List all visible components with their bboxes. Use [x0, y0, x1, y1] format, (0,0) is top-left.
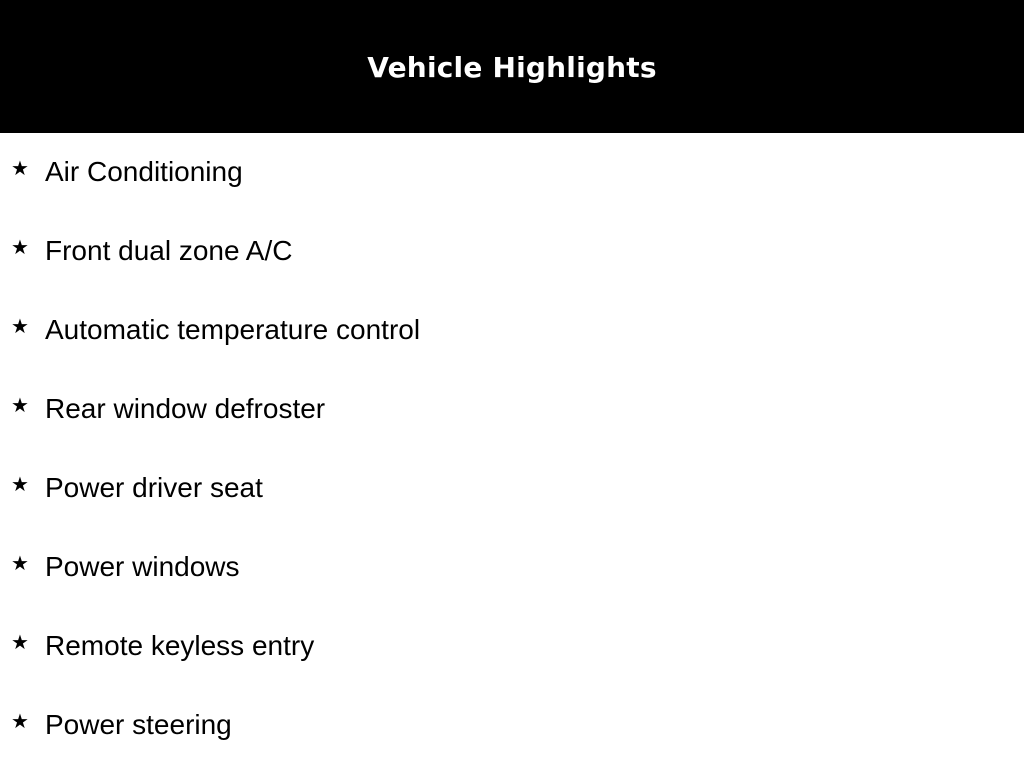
- star-icon: ★: [11, 156, 29, 180]
- star-icon: ★: [11, 551, 29, 575]
- list-item-label: Automatic temperature control: [45, 314, 421, 345]
- highlights-list: [0, 133, 1024, 765]
- list-item-label: Air Conditioning: [45, 156, 243, 187]
- star-icon: ★: [11, 630, 29, 654]
- list-item-label: Rear window defroster: [45, 393, 326, 424]
- list-item: [0, 370, 1024, 449]
- page-title: Vehicle Highlights: [367, 51, 657, 84]
- list-item: [0, 449, 1024, 528]
- star-icon: ★: [11, 314, 29, 338]
- list-item-label: Power windows: [45, 551, 240, 582]
- list-item: [0, 212, 1024, 291]
- list-item: [0, 686, 1024, 765]
- list-item: [0, 607, 1024, 686]
- list-item-label: Power steering: [45, 709, 232, 740]
- header-bar: [0, 0, 1024, 133]
- list-item: [0, 291, 1024, 370]
- star-icon: ★: [11, 235, 29, 259]
- star-icon: ★: [11, 709, 29, 733]
- star-icon: ★: [11, 393, 29, 417]
- list-item-label: Power driver seat: [45, 472, 263, 503]
- list-item: [0, 528, 1024, 607]
- list-item-label: Remote keyless entry: [45, 630, 315, 661]
- list-item: [0, 133, 1024, 212]
- list-item-label: Front dual zone A/C: [45, 235, 293, 266]
- star-icon: ★: [11, 472, 29, 496]
